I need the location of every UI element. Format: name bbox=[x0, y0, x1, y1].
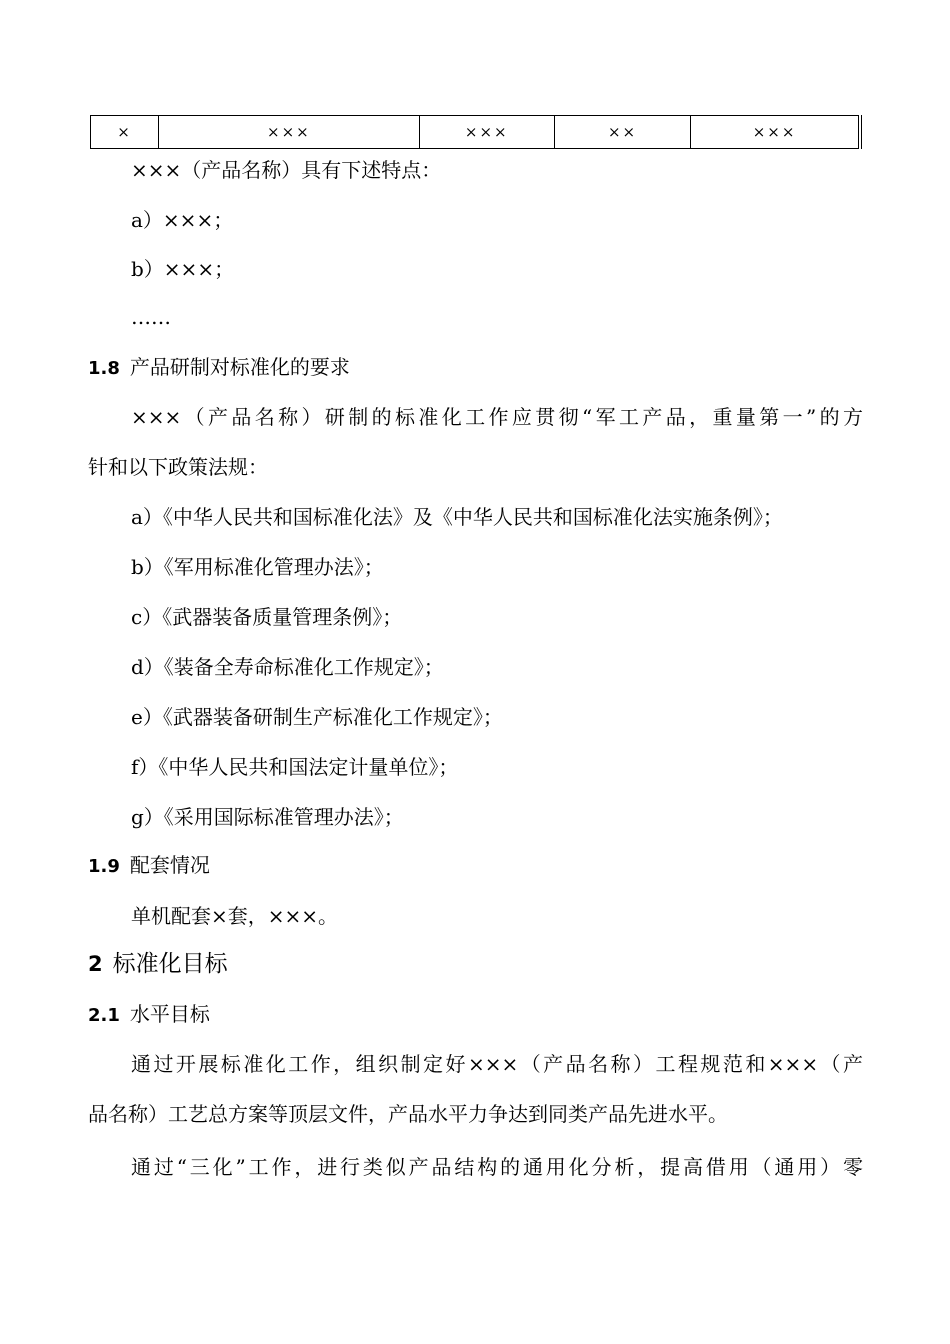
section-title: 标准化目标 bbox=[112, 951, 228, 977]
table-cell: × bbox=[91, 116, 159, 149]
paragraph: 品名称）工艺总方案等顶层文件，产品水平力争达到同类产品先进水平。 bbox=[88, 1102, 728, 1126]
section-heading-1-9 bbox=[0, 851, 950, 881]
paragraph: 通过“三化”工作，进行类似产品结构的通用化分析，提高借用（通用）零 bbox=[131, 1155, 863, 1179]
section-number: 2.1 bbox=[88, 1005, 120, 1026]
list-item: a）《中华人民共和国标准化法》及《中华人民共和国标准化法实施条例》； bbox=[131, 505, 783, 529]
section-title: 水平目标 bbox=[129, 1002, 210, 1026]
paragraph: 针和以下政策法规： bbox=[88, 455, 268, 479]
table-cell: ××× bbox=[159, 116, 420, 149]
list-item: b）《军用标准化管理办法》； bbox=[131, 555, 384, 579]
table-row bbox=[91, 116, 861, 149]
section-number: 1.9 bbox=[88, 856, 120, 877]
paragraph: ×××（产品名称）研制的标准化工作应贯彻“军工产品，重量第一”的方 bbox=[131, 405, 863, 429]
list-item: g）《采用国际标准管理办法》； bbox=[131, 805, 404, 829]
list-item: b）×××； bbox=[131, 257, 235, 281]
list-item: e）《武器装备研制生产标准化工作规定》； bbox=[131, 705, 503, 729]
list-item: a）×××； bbox=[131, 208, 234, 232]
section-heading-1-8 bbox=[0, 353, 950, 383]
section-number: 1.8 bbox=[88, 358, 120, 379]
table-cell: ××× bbox=[419, 116, 554, 149]
section-heading-2-1 bbox=[0, 1000, 950, 1030]
table-cell: ××× bbox=[691, 116, 860, 149]
list-item: c）《武器装备质量管理条例》； bbox=[131, 605, 403, 629]
paragraph: ×××（产品名称）具有下述特点： bbox=[131, 158, 442, 182]
paragraph: 通过开展标准化工作，组织制定好×××（产品名称）工程规范和×××（产 bbox=[131, 1052, 863, 1076]
continued-table bbox=[90, 115, 862, 149]
list-item: d）《装备全寿命标准化工作规定》； bbox=[131, 655, 444, 679]
paragraph: 单机配套×套，×××。 bbox=[131, 904, 339, 928]
section-title: 产品研制对标准化的要求 bbox=[129, 355, 350, 379]
ellipsis: …… bbox=[131, 305, 171, 329]
section-number: 2 bbox=[88, 952, 103, 976]
section-title: 配套情况 bbox=[129, 853, 210, 877]
table-cell: ×× bbox=[554, 116, 690, 149]
list-item: f）《中华人民共和国法定计量单位》； bbox=[131, 755, 459, 779]
section-heading-2 bbox=[0, 950, 950, 978]
